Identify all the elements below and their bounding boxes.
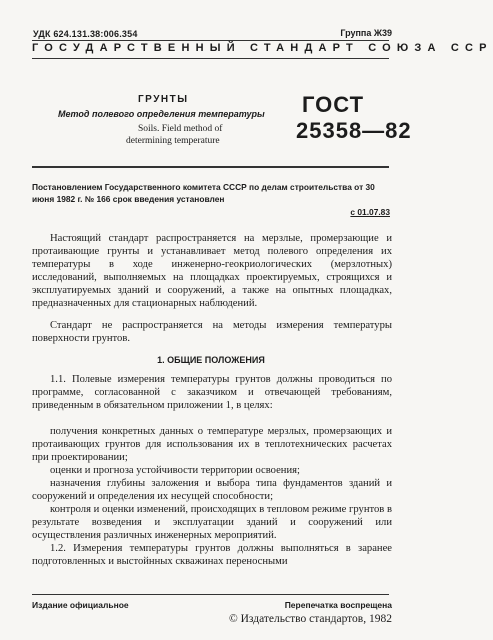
document-subtitle: Метод полевого определения температуры xyxy=(58,109,265,119)
standard-header: ГОСУДАРСТВЕННЫЙ СТАНДАРТ СОЮЗА ССР xyxy=(32,42,493,54)
section-title: 1. ОБЩИЕ ПОЛОЖЕНИЯ xyxy=(157,355,265,365)
list-item: контроля и оценки изменений, происходящих в тепловом режиме грунтов в результате возведения и эксплуатации зданий и сооружений или осуществления различных инженерных мероприятий. xyxy=(32,504,392,541)
effective-date: с 01.07.83 xyxy=(350,207,390,217)
gost-label: ГОСТ xyxy=(302,92,365,117)
header-top-rule xyxy=(32,40,389,41)
clause-1-1: 1.1. Полевые измерения температуры грунтов должны проводиться по программе, согласованной с заказчиком и отвечающей требованиям, приведенным в обязательном приложении 1, в целях: xyxy=(32,374,392,411)
edition-label: Издание официальное xyxy=(32,600,129,610)
scope-paragraph: Стандарт не распространяется на методы измерения температуры поверхности грунтов. xyxy=(32,320,392,344)
list-item: оценки и прогноза устойчивости территории освоения; xyxy=(50,465,300,476)
gost-number: 25358—82 xyxy=(296,118,412,143)
copyright: © Издательство стандартов, 1982 xyxy=(228,613,392,625)
footer-rule xyxy=(32,594,389,595)
list-item: получения конкретных данных о температуре мерзлых, промерзающих и протаивающих грунтов для использования их в теплотехнических расчетах при проектировании; xyxy=(32,426,392,463)
udk-code: УДК 624.131.38:006.354 xyxy=(33,29,138,39)
english-title-line1: Soils. Field method of xyxy=(138,124,223,134)
decree-text: Постановлением Государственного комитета СССР по делам строительства от 30 июня 1982 г. № 166 срок введения установлен xyxy=(32,182,375,204)
reprint-notice: Перепечатка воспрещена xyxy=(284,600,392,610)
header-bottom-rule xyxy=(32,58,389,59)
document-title: ГРУНТЫ xyxy=(138,94,189,105)
intro-paragraph: Настоящий стандарт распространяется на мерзлые, промерзающие и протаивающие грунты и устанавливает метод полевого определения их температуры в ходе инженерно-геокриологических (мерзлотных) исследований, выполняемых на площадках проектируемых, строящихся и эксплуатируемых зданий и сооружений, а также на опытных площадках, предназначенных для стационарных наблюдений. xyxy=(32,233,392,309)
title-rule xyxy=(32,166,389,168)
group-code: Группа Ж39 xyxy=(340,28,392,38)
clause-1-2: 1.2. Измерения температуры грунтов должны выполняться в заранее подготовленных и выстойнных скважинах переносными xyxy=(32,543,392,567)
english-title-line2: determining temperature xyxy=(126,136,220,146)
list-item: назначения глубины заложения и выбора типа фундаментов зданий и сооружений и определения их несущей способности; xyxy=(32,478,392,502)
